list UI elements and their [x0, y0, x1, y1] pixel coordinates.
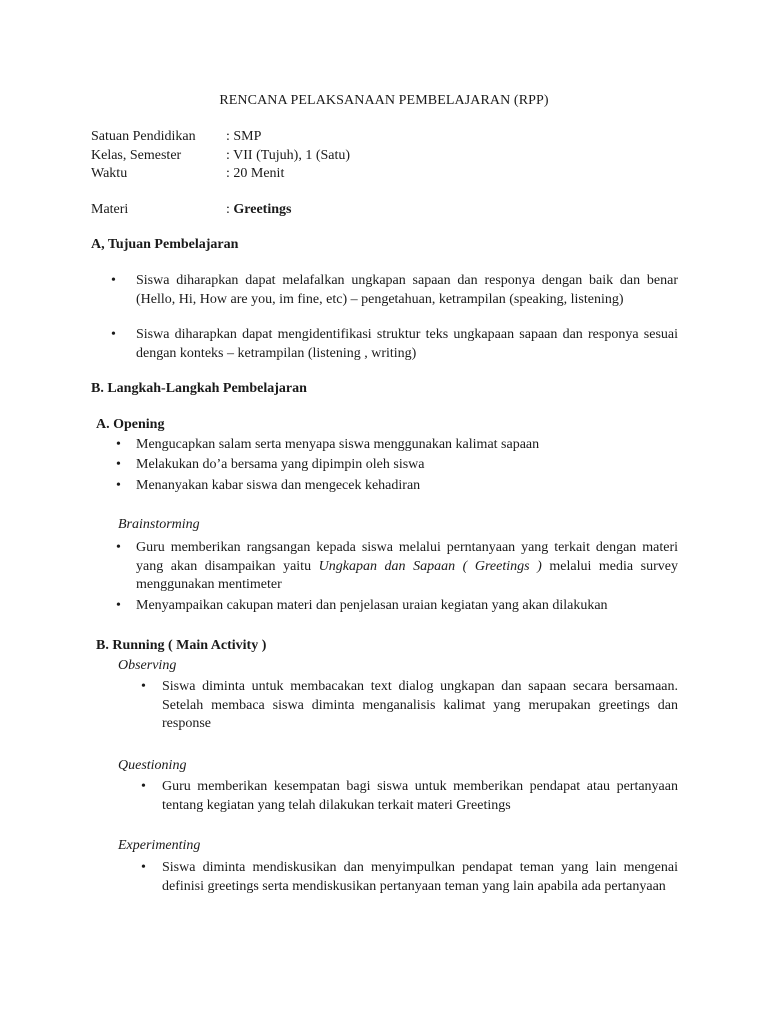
bullet-text — [136, 539, 678, 595]
bullet-text: Siswa diminta untuk membacakan text dialog ungkapan dan sapaan secara bersamaan. Setelah membaca siswa diminta menganalisis kalimat yang merupakan greetings dan response — [162, 679, 678, 731]
bullet-text: Menyampaikan cakupan materi dan penjelasan uraian kegiatan yang akan dilakukan — [136, 598, 608, 613]
info-value: : SMP — [226, 129, 262, 144]
info-label: Kelas, Semester — [91, 148, 182, 163]
bullet-icon: • — [141, 679, 146, 694]
list-item — [116, 597, 608, 616]
bullet-text-italic: Ungkapan dan Sapaan ( Greetings ) — [318, 558, 542, 574]
list-item — [141, 678, 678, 734]
bullet-text: Melakukan do’a bersama yang dipimpin oleh siswa — [136, 457, 425, 472]
bullet-text: Siswa diharapkan dapat melafalkan ungkapan sapaan dan responya dengan baik dan benar (Hello, Hi, How are you, im fine, etc) – pengetahuan, ketrampilan (speaking, listening) — [136, 273, 678, 307]
materi-colon: : — [226, 202, 230, 217]
experimenting-heading: Experimenting — [118, 838, 201, 853]
list-item — [141, 859, 678, 896]
bullet-text: Mengucapkan salam serta menyapa siswa menggunakan kalimat sapaan — [136, 437, 540, 452]
list-item — [116, 539, 678, 595]
opening-heading: A. Opening — [96, 417, 165, 432]
materi-value: Greetings — [233, 202, 292, 217]
info-label: Waktu — [91, 166, 128, 181]
bullet-text: Siswa diharapkan dapat mengidentifikasi struktur teks ungkapaan sapaan dan responya sesuai dengan konteks – ketrampilan (listening , writing) — [136, 327, 678, 361]
list-item — [116, 436, 539, 455]
bullet-icon: • — [116, 457, 121, 472]
brainstorming-heading: Brainstorming — [118, 517, 200, 532]
document-title: RENCANA PELAKSANAAN PEMBELAJARAN (RPP) — [219, 93, 549, 108]
bullet-icon: • — [116, 478, 121, 493]
bullet-icon: • — [111, 327, 116, 342]
bullet-text: Guru memberikan kesempatan bagi siswa untuk memberikan pendapat atau pertanyaan tentang kegiatan yang telah dilakukan terkait materi Greetings — [162, 779, 678, 813]
info-value: : 20 Menit — [226, 166, 285, 181]
bullet-text: Siswa diminta mendiskusikan dan menyimpulkan pendapat teman yang lain mengenai definisi greetings serta mendiskusikan pertanyaan teman yang lain apabila ada pertanyaan — [162, 860, 678, 894]
bullet-icon: • — [111, 273, 116, 288]
observing-heading: Observing — [118, 658, 177, 673]
bullet-icon: • — [116, 598, 121, 613]
running-heading: B. Running ( Main Activity ) — [96, 638, 267, 653]
materi-value-wrap — [226, 201, 291, 219]
bullet-text-part: melalui media survey menggunakan mentimeter — [136, 558, 678, 592]
list-item — [141, 778, 678, 815]
bullet-icon: • — [116, 540, 121, 555]
bullet-text: Menanyakan kabar siswa dan mengecek kehadiran — [136, 478, 421, 493]
section-a-heading: A, Tujuan Pembelajaran — [91, 237, 239, 252]
bullet-text-part: Guru memberikan rangsangan kepada siswa melalui perntanyaan yang terkait dengan materi yang akan disampaikan yaitu — [136, 540, 678, 574]
info-value: : VII (Tujuh), 1 (Satu) — [226, 148, 351, 163]
questioning-heading: Questioning — [118, 758, 187, 773]
bullet-icon: • — [141, 860, 146, 875]
info-label: Satuan Pendidikan — [91, 129, 196, 144]
section-b-heading: B. Langkah-Langkah Pembelajaran — [91, 381, 307, 396]
bullet-icon: • — [141, 779, 146, 794]
info-label: Materi — [91, 202, 129, 217]
list-item — [111, 272, 678, 309]
list-item — [116, 456, 424, 475]
list-item — [116, 477, 420, 496]
list-item — [111, 326, 678, 363]
bullet-icon: • — [116, 437, 121, 452]
